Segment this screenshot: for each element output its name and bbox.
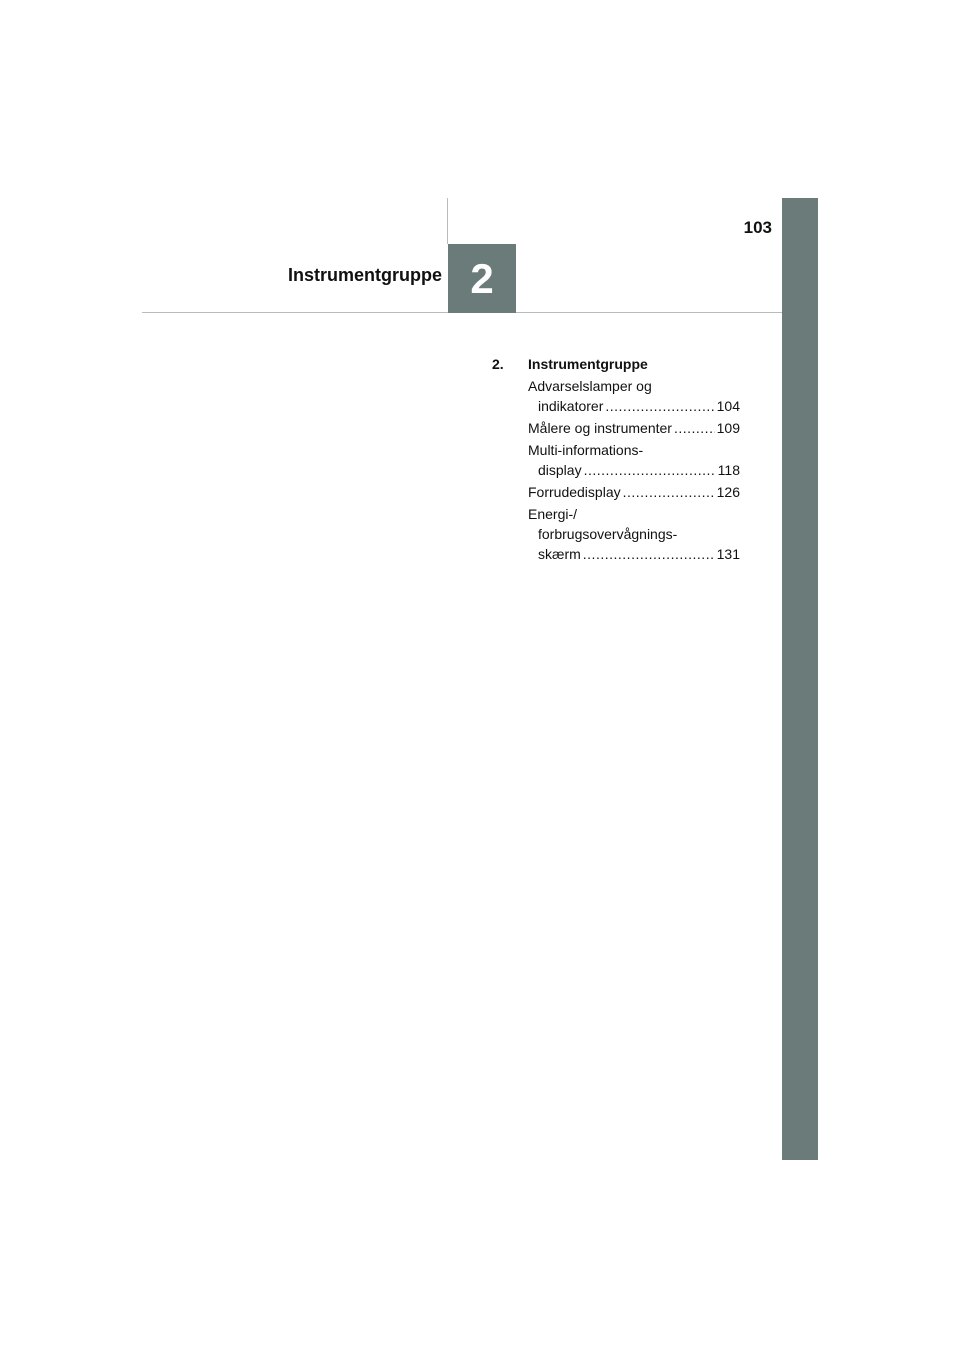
toc-leader-dots bbox=[583, 544, 715, 564]
toc-entry-head-up-display[interactable] bbox=[528, 482, 740, 502]
toc-entry-multi-info-display[interactable] bbox=[528, 440, 740, 480]
toc-heading-title: Instrumentgruppe bbox=[528, 356, 648, 372]
chapter-number-box: 2 bbox=[448, 244, 516, 313]
page-number: 103 bbox=[743, 218, 772, 237]
toc-entry-page: 131 bbox=[716, 546, 740, 562]
table-of-contents bbox=[492, 354, 740, 566]
toc-leader-dots bbox=[623, 482, 715, 502]
section-title: Instrumentgruppe bbox=[287, 265, 442, 285]
toc-entry-line bbox=[528, 524, 740, 544]
toc-entry-page: 104 bbox=[716, 398, 740, 414]
toc-entry-text: skærm bbox=[538, 546, 581, 562]
toc-heading-number: 2. bbox=[492, 356, 504, 372]
toc-entry-line bbox=[528, 544, 740, 564]
toc-entry-text: Målere og instrumenter bbox=[528, 420, 672, 436]
toc-entry-line bbox=[528, 504, 740, 524]
toc-entry-line bbox=[528, 396, 740, 416]
toc-entry-text: Multi-informations- bbox=[528, 442, 644, 458]
toc-entry-gauges-meters[interactable] bbox=[528, 418, 740, 438]
toc-entry-text: Forrudedisplay bbox=[528, 484, 621, 500]
toc-entry-line bbox=[528, 482, 740, 502]
toc-entry-text: Advarselslamper og bbox=[528, 378, 652, 394]
toc-entry-page: 126 bbox=[716, 484, 740, 500]
toc-leader-dots bbox=[584, 460, 716, 480]
toc-entry-page: 109 bbox=[716, 420, 740, 436]
toc-entry-line bbox=[528, 440, 740, 460]
toc-entry-text: indikatorer bbox=[538, 398, 604, 414]
toc-entry-text: Energi-/ bbox=[528, 506, 578, 522]
toc-heading bbox=[492, 354, 740, 374]
toc-leader-dots bbox=[605, 396, 714, 416]
toc-entry-text: forbrugsovervågnings- bbox=[538, 526, 678, 542]
toc-entry-warning-lights[interactable] bbox=[528, 376, 740, 416]
toc-entry-line bbox=[528, 376, 740, 396]
chapter-side-tab bbox=[782, 198, 818, 1160]
toc-entry-energy-monitor[interactable] bbox=[528, 504, 740, 564]
toc-entry-text: display bbox=[538, 462, 582, 478]
toc-entry-page: 118 bbox=[717, 462, 740, 478]
toc-leader-dots bbox=[674, 418, 715, 438]
header-divider-vertical bbox=[447, 198, 448, 244]
toc-entry-line bbox=[528, 460, 740, 480]
toc-entry-line bbox=[528, 418, 740, 438]
